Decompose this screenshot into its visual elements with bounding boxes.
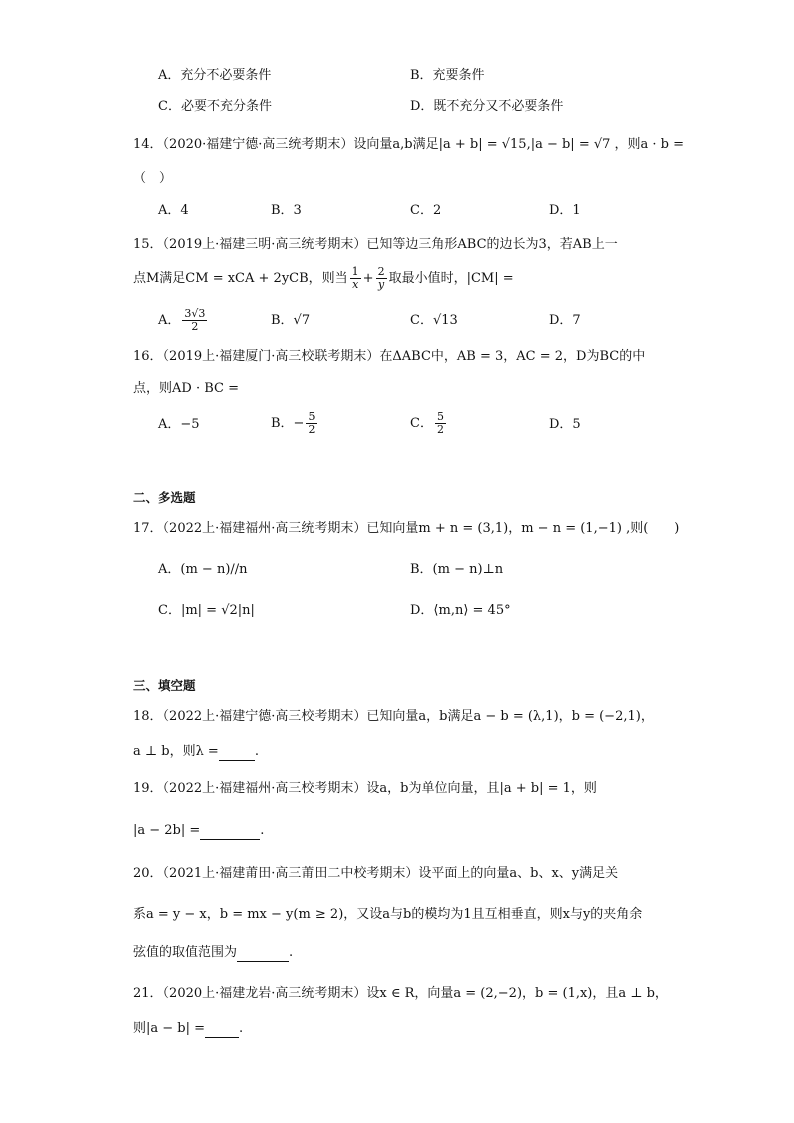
q20-stem-line1: 20．（2021上·福建莆田·高三莆田二中校考期末）设平面上的向量a、b、x、y满足关	[133, 866, 619, 881]
q17-option-a: A．(m − n)//n	[158, 562, 248, 577]
q18-stem-line2: a ⊥ b，则λ = .	[133, 744, 259, 759]
q18-answer-blank[interactable]	[219, 746, 255, 761]
q13-option-d: D．既不充分又不必要条件	[410, 99, 564, 114]
q16-option-b: B．− $\frac{5}{2}$	[271, 410, 316, 436]
q20-stem-line2: 系a = y − x，b = mx − y(m ≥ 2)，又设a与b的模均为1且互相垂直，则x与y的夹角余	[133, 907, 643, 922]
q14-stem: 14．（2020·福建宁德·高三统考期末）设向量a,b满足|a + b| = √15,|a − b| = √7 ，则a · b =	[133, 137, 685, 152]
q14-paren: （ ）	[133, 171, 173, 186]
q17-option-d: D．⟨m,n⟩ = 45°	[410, 603, 511, 618]
q20-stem-line3: 弦值的取值范围为 .	[133, 945, 294, 960]
q15-stem-line2-post: 取最小值时，|CM| =	[388, 270, 514, 286]
section-fill-in-title: 三、填空题	[133, 678, 196, 693]
q13-option-b: B．充要条件	[410, 68, 485, 83]
q15-option-c: C．√13	[410, 313, 458, 328]
q21-stem-line1: 21．（2020上·福建龙岩·高三统考期末）设x ∈ R，向量a = (2,−2)，b = (1,x)，且a ⊥ b，	[133, 986, 668, 1001]
q15-frac-2-over-y: $\frac{2}{y}$	[377, 265, 385, 291]
q16-stem-line1: 16．（2019上·福建厦门·高三校联考期末）在ΔABC中，AB = 3，AC = 2，D为BC的中	[133, 349, 646, 364]
q17-option-c: C．|m| = √2|n|	[158, 603, 255, 618]
q16-option-d: D．5	[549, 417, 581, 432]
q19-stem-line1: 19．（2022上·福建福州·高三校考期末）设a，b为单位向量，且|a + b| = 1，则	[133, 781, 597, 796]
q16-option-b-fraction: $\frac{5}{2}$	[308, 410, 316, 436]
q17-option-b: B．(m − n)⊥n	[410, 562, 504, 577]
q13-option-a: A．充分不必要条件	[158, 68, 272, 83]
q21-answer-blank[interactable]	[205, 1023, 239, 1038]
q14-option-c: C．2	[410, 203, 442, 218]
q15-frac-1-over-x: $\frac{1}{x}$	[351, 265, 359, 291]
section-multiple-choice-title: 二、多选题	[133, 490, 196, 505]
q15-option-d: D．7	[549, 313, 581, 328]
q15-stem-line2-pre: 点M满足CM = xCA + 2yCB，则当	[133, 270, 348, 286]
q14-option-b: B．3	[271, 203, 302, 218]
q15-option-b: B．√7	[271, 313, 311, 328]
q15-option-a-fraction: $\frac{3√3}{2}$	[184, 307, 206, 333]
q16-option-c: C． $\frac{5}{2}$	[410, 410, 444, 436]
q14-option-d: D．1	[549, 203, 581, 218]
q17-stem: 17．（2022上·福建福州·高三统考期末）已知向量m + n = (3,1)，m − n = (1,−1) ,则( )	[133, 521, 680, 536]
q15-stem-line2	[133, 266, 514, 291]
q15-stem-line1: 15．（2019上·福建三明·高三统考期末）已知等边三角形ABC的边长为3，若AB上一	[133, 237, 618, 252]
q21-stem-line2: 则|a − b| = .	[133, 1021, 244, 1036]
q19-stem-line2: |a − 2b| = .	[133, 823, 265, 838]
q15-option-a: A． $\frac{3√3}{2}$	[158, 307, 206, 333]
q14-option-a: A．4	[158, 203, 189, 218]
q16-stem-line2: 点，则AD · BC =	[133, 381, 239, 396]
q16-option-c-fraction: $\frac{5}{2}$	[436, 410, 444, 436]
q16-option-a: A．−5	[158, 417, 200, 432]
q13-option-c: C．必要不充分条件	[158, 99, 272, 114]
q15-plus: +	[362, 270, 374, 286]
q20-answer-blank[interactable]	[237, 947, 289, 962]
q18-stem-line1: 18．（2022上·福建宁德·高三校考期末）已知向量a，b满足a − b = (λ,1)，b = (−2,1)，	[133, 709, 654, 724]
q19-answer-blank[interactable]	[200, 825, 260, 840]
